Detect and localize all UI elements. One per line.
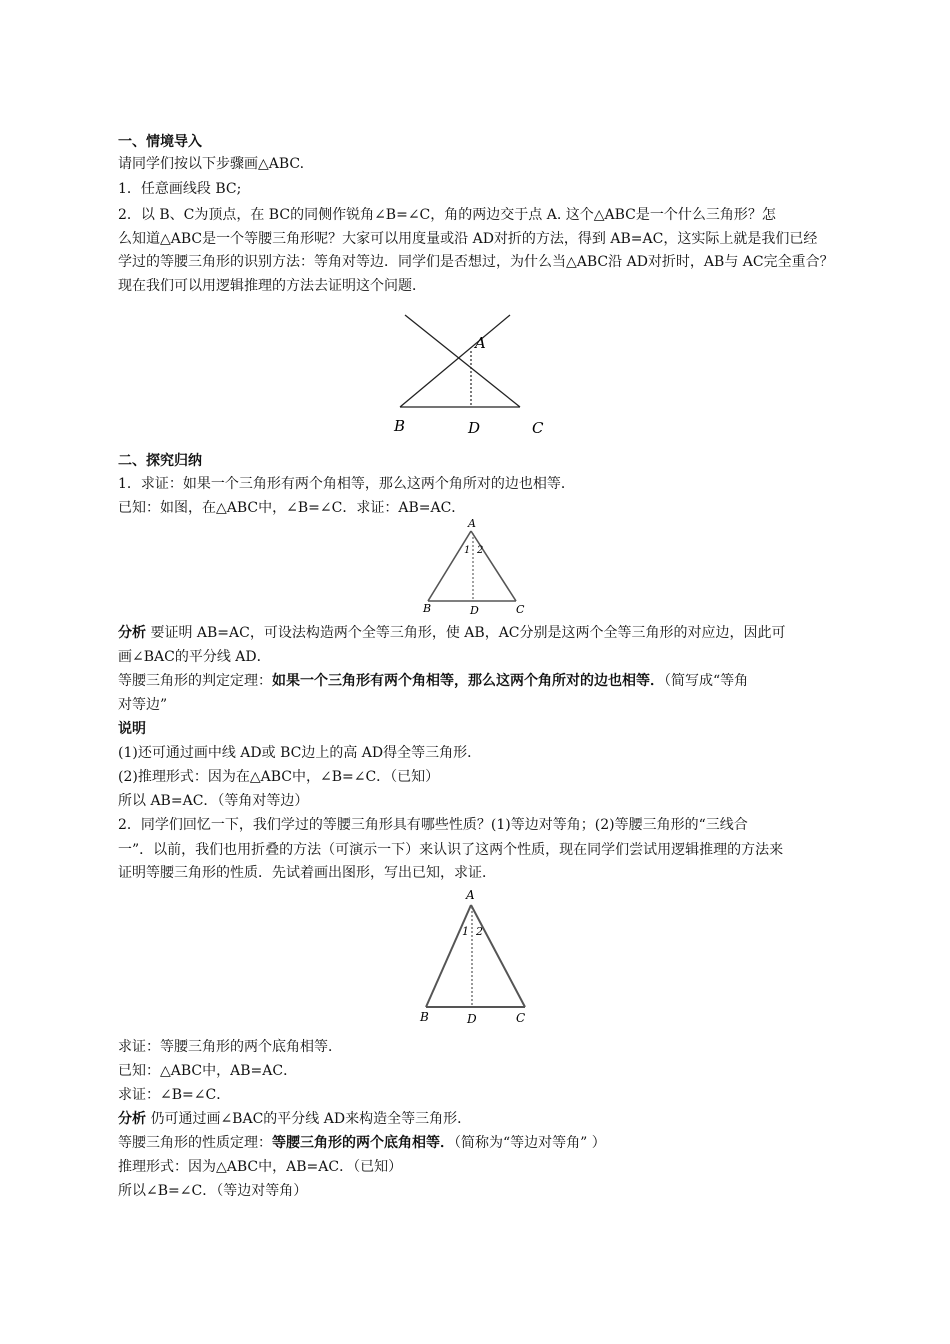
fig3-label-d: D — [467, 1012, 477, 1026]
note2: (2)推理形式：因为在△ABC中，∠B=∠C．（已知） — [118, 769, 440, 785]
fig1-line-ba-extended — [400, 315, 510, 407]
fig2-label-angle2: 2 — [477, 545, 484, 556]
theorem-line — [118, 671, 748, 691]
fig1-label-b: B — [394, 417, 406, 435]
fig3-side-ab — [426, 905, 471, 1007]
reasoning1: 推理形式：因为△ABC中，AB=AC．（已知） — [118, 1159, 403, 1175]
figure-1-triangle — [380, 305, 580, 440]
fig3-label-a: A — [466, 888, 475, 902]
para1-line3: 学过的等腰三角形的识别方法：等角对等边．同学们是否想过，为什么当△ABC沿 AD对折时，AB与 AC完全重合？ — [118, 254, 834, 270]
property-statement: 等腰三角形的两个底角相等． — [272, 1135, 454, 1151]
analysis2-text: 仍可通过画∠BAC的平分线 AD来构造全等三角形． — [146, 1111, 472, 1127]
reasoning2: 所以∠B=∠C．（等边对等角） — [118, 1183, 308, 1199]
figure-2-triangle — [415, 515, 535, 620]
given2: 已知：△ABC中，AB=AC． — [118, 1063, 298, 1079]
property-line — [118, 1133, 606, 1153]
fig3-label-angle1: 1 — [462, 925, 469, 938]
section2-title: 二、探究归纳 — [118, 453, 202, 469]
analysis2-line — [118, 1109, 471, 1129]
fig2-label-a: A — [468, 517, 476, 530]
para1-line2: 么知道△ABC是一个等腰三角形呢？大家可以用度量或沿 AD对折的方法，得到 AB=AC，这实际上就是我们已经 — [118, 231, 818, 247]
theorem-prefix: 等腰三角形的判定定理： — [118, 673, 272, 689]
fig3-label-c: C — [516, 1011, 526, 1025]
fig2-side-ab — [428, 531, 471, 601]
theorem-statement: 如果一个三角形有两个角相等，那么这两个角所对的边也相等． — [272, 673, 664, 689]
analysis1-label: 分析 — [118, 625, 146, 641]
question2-line2: 一”．以前，我们也用折叠的方法（可演示一下）来认识了这两个性质，现在同学们尝试用逻辑推理的方法来 — [118, 842, 784, 858]
question2-line1: 2．同学们回忆一下，我们学过的等腰三角形具有哪些性质？(1)等边对等角；(2)等腰三角形的“三线合 — [118, 817, 748, 833]
para1-line1: 2．以 B、C为顶点，在 BC的同侧作锐角∠B=∠C，角的两边交于点 A. 这个△ABC是一个什么三角形？怎 — [118, 207, 776, 223]
fig1-label-c: C — [532, 419, 544, 437]
property-suffix: （简称为“等边对等角” ） — [454, 1135, 606, 1151]
note3: 所以 AB=AC．（等角对等边） — [118, 793, 309, 809]
analysis1-line1 — [118, 623, 786, 643]
question2-line3: 证明等腰三角形的性质．先试着画出图形，写出已知，求证． — [118, 865, 496, 881]
fig1-label-a: A — [475, 334, 486, 352]
note-title: 说明 — [118, 721, 146, 737]
analysis1-line2: 画∠BAC的平分线 AD． — [118, 649, 271, 665]
fig2-label-b: B — [423, 602, 432, 615]
analysis1-text: 要证明 AB=AC，可设法构造两个全等三角形，使 AB，AC分别是这两个全等三角形的对应边，因此可 — [146, 625, 786, 641]
theorem-suffix: （简写成“等角 — [664, 673, 749, 689]
question1: 1．求证：如果一个三角形有两个角相等，那么这两个角所对的边也相等． — [118, 476, 575, 492]
figure-3-triangle — [410, 885, 540, 1030]
fig3-side-ac — [471, 905, 525, 1007]
section1-title: 一、情境导入 — [118, 134, 202, 150]
toprove2: 求证：∠B=∠C． — [118, 1087, 231, 1103]
step1: 1．任意画线段 BC; — [118, 181, 242, 197]
analysis2-label: 分析 — [118, 1111, 146, 1127]
fig2-label-c: C — [516, 603, 525, 616]
fig2-label-d: D — [470, 604, 479, 617]
fig1-line-ca-extended — [405, 315, 520, 407]
fig3-label-b: B — [420, 1010, 429, 1024]
section1-intro: 请同学们按以下步骤画△ABC. — [118, 156, 305, 172]
fig2-side-ac — [471, 531, 516, 601]
fig1-label-d: D — [468, 419, 481, 437]
note1: (1)还可通过画中线 AD或 BC边上的高 AD得全等三角形． — [118, 745, 482, 761]
fig2-label-angle1: 1 — [464, 545, 471, 556]
fig3-label-angle2: 2 — [476, 925, 483, 938]
property-prefix: 等腰三角形的性质定理： — [118, 1135, 272, 1151]
given1: 已知：如图，在△ABC中，∠B=∠C．求证：AB=AC． — [118, 500, 466, 516]
prove2: 求证：等腰三角形的两个底角相等． — [118, 1039, 342, 1055]
theorem-continuation: 对等边” — [118, 697, 168, 713]
para1-line4: 现在我们可以用逻辑推理的方法去证明这个问题． — [118, 278, 426, 294]
